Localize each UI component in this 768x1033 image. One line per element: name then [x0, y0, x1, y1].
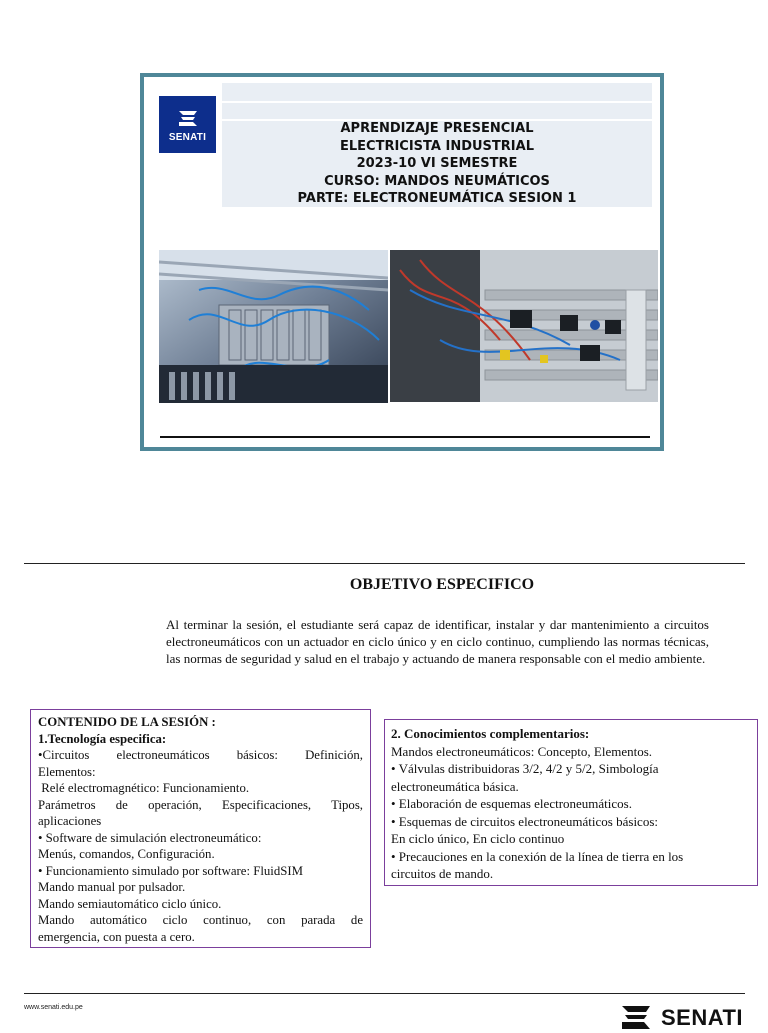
session-content-heading: CONTENIDO DE LA SESIÓN : — [38, 715, 216, 729]
specific-technology-heading: 1.Tecnología especifica: — [38, 731, 167, 746]
content-line: Elementos: — [38, 764, 96, 779]
footer-divider — [24, 993, 745, 994]
cover-title-line: APRENDIZAJE PRESENCIAL — [340, 121, 534, 136]
cover-divider — [160, 436, 650, 438]
cover-title-line: 2023-10 VI SEMESTRE — [356, 156, 518, 171]
objective-text: Al terminar la sesión, el estudiante será capaz de identificar, instalar y dar mantenimiento a circuitos electroneumáticos con un actuador en ciclo único y en ciclo continuo, cumpliendo las normas técnicas, las normas de seguridad y salud en el trabajo y actuando de manera responsable con el medio ambiente. — [166, 617, 709, 666]
header-band — [222, 83, 652, 101]
content-line: Menús, comandos, Configuración. — [38, 847, 215, 861]
content-line: Mando automático ciclo continuo, con parada de — [38, 913, 363, 927]
electropneumatic-bench-photo — [390, 250, 658, 402]
content-line: Parámetros de operación, Especificaciones, Tipos, — [38, 797, 363, 812]
section-divider — [24, 563, 745, 564]
senati-logo — [159, 96, 216, 153]
senati-logo-icon — [175, 107, 201, 129]
content-line: • Software de simulación electroneumático: — [38, 830, 262, 845]
cover-title-line: CURSO: MANDOS NEUMÁTICOS — [324, 173, 550, 189]
content-line: circuitos de mando. — [391, 866, 494, 881]
content-line: electroneumática básica. — [391, 778, 519, 794]
content-line: En ciclo único, En ciclo continuo — [391, 831, 565, 846]
content-line: •Circuitos electroneumáticos básicos: Definición, — [38, 748, 363, 762]
content-line: • Precauciones en la conexión de la línea de tierra en los — [391, 848, 684, 864]
cover-title-line: PARTE: ELECTRONEUMÁTICA SESION 1 — [297, 191, 577, 206]
content-line: • Esquemas de circuitos electroneumáticos básicos: — [391, 813, 658, 829]
footer-url[interactable]: www.senati.edu.pe — [24, 1004, 83, 1011]
session-content-box — [30, 709, 371, 948]
header-band — [222, 103, 652, 119]
senati-logo-text: SENATI — [168, 131, 207, 143]
content-line: Mando manual por pulsador. — [38, 880, 186, 894]
content-line: Mandos electroneumáticos: Concepto, Elementos. — [391, 743, 653, 759]
content-line: • Funcionamiento simulado por software: FluidSIM — [38, 863, 304, 878]
content-line: Mando semiautomático ciclo único. — [38, 896, 222, 911]
content-line: aplicaciones — [38, 814, 102, 828]
content-line: Relé electromagnético: Funcionamiento. — [38, 781, 250, 795]
complementary-knowledge-box — [384, 719, 758, 886]
footer-senati-logo — [619, 1003, 759, 1033]
pneumatic-valves-photo — [159, 250, 388, 403]
objective-title: OBJETIVO ESPECIFICO — [349, 576, 535, 593]
cover-frame — [140, 73, 664, 451]
content-line: emergencia, con puesta a cero. — [38, 929, 195, 944]
complementary-knowledge-heading: 2. Conocimientos complementarios: — [391, 726, 590, 741]
cover-title — [222, 120, 652, 208]
content-line: • Válvulas distribuidoras 3/2, 4/2 y 5/2, Simbología — [391, 761, 659, 776]
senati-logo-icon — [619, 1003, 653, 1031]
content-line: • Elaboración de esquemas electroneumáticos. — [391, 796, 632, 811]
cover-title-line: ELECTRICISTA INDUSTRIAL — [340, 138, 534, 154]
footer-logo-text: SENATI — [661, 1005, 744, 1030]
